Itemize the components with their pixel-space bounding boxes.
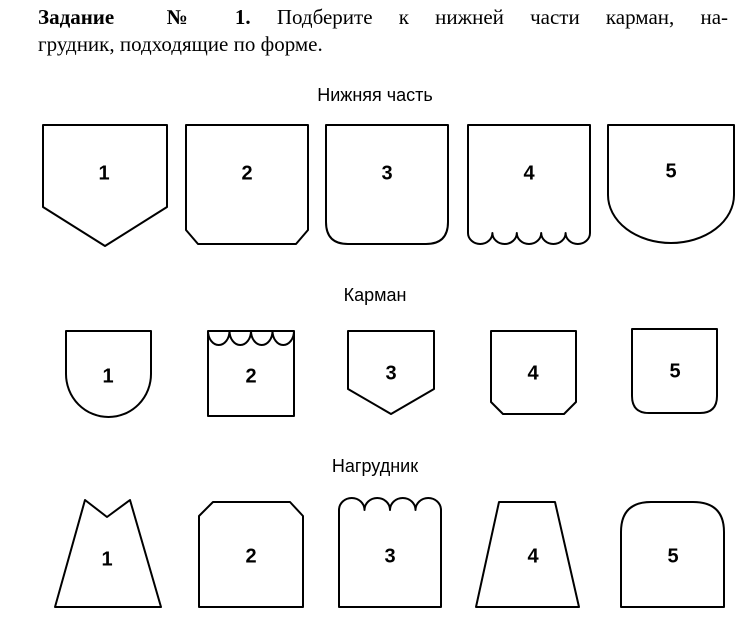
bib-4	[476, 502, 579, 607]
bib-3	[339, 498, 441, 607]
bib-3-label: 3	[384, 545, 396, 568]
section-title-bottom-part: Нижняя часть	[317, 85, 433, 105]
bottom-part-5	[608, 125, 734, 243]
bib-1	[55, 500, 161, 607]
bottom-part-1-label: 1	[98, 162, 110, 185]
task-label: Задание	[38, 5, 115, 29]
pocket-4	[491, 331, 576, 414]
bottom-part-2-label: 2	[241, 162, 253, 185]
bib-4-label: 4	[527, 545, 539, 568]
bottom-part-3-label: 3	[381, 162, 393, 185]
pocket-1-label: 1	[102, 365, 114, 388]
pocket-4-label: 4	[527, 362, 539, 385]
bib-5-label: 5	[667, 545, 679, 568]
bottom-part-4	[468, 125, 590, 244]
bib-5	[621, 502, 724, 607]
bib-2-label: 2	[245, 545, 257, 568]
pocket-3	[348, 331, 434, 414]
pocket-3-label: 3	[385, 362, 397, 385]
task-number: № 1.	[166, 5, 251, 29]
bottom-part-2	[186, 125, 308, 244]
pocket-5-label: 5	[669, 360, 681, 383]
pocket-2-label: 2	[245, 365, 257, 388]
pocket-1	[66, 331, 151, 417]
section-title-bib: Нагрудник	[331, 456, 419, 476]
pocket-2	[208, 331, 294, 416]
section-title-pocket: Карман	[343, 285, 407, 305]
task-line-2: грудник, подходящие по форме.	[38, 32, 323, 56]
bottom-part-5-label: 5	[665, 160, 677, 183]
task-line-1-text: Подберите к нижней части карман, на-	[276, 5, 729, 29]
pocket-5	[632, 329, 717, 413]
bottom-part-1	[43, 125, 167, 246]
bib-2	[199, 502, 303, 607]
bib-1-label: 1	[101, 548, 113, 571]
bottom-part-4-label: 4	[523, 162, 535, 185]
bottom-part-3	[326, 125, 448, 244]
